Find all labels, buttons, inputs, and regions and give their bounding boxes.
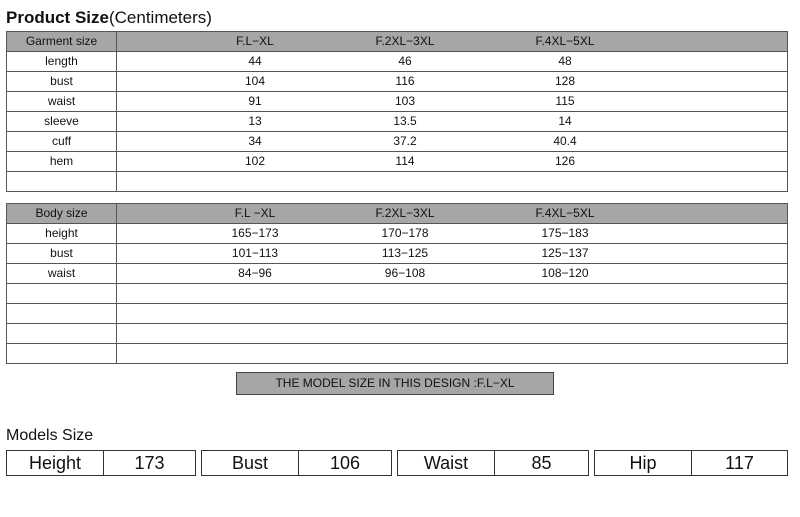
cell: 37.2 (393, 134, 417, 148)
body-size-table (6, 203, 788, 364)
table-header-row (7, 32, 788, 52)
table-row (7, 224, 788, 244)
header-label: Body size (7, 204, 117, 224)
model-size-note: THE MODEL SIZE IN THIS DESIGN :F.L−XL (236, 372, 554, 395)
table-row (7, 264, 788, 284)
cell: 14 (558, 114, 572, 128)
model-value: 117 (725, 453, 754, 473)
table-row-empty (7, 304, 788, 324)
table-row-empty (7, 172, 788, 192)
header-size-1: F.L−XL (236, 34, 274, 48)
cell: 116 (395, 74, 415, 88)
cell: 91 (248, 94, 262, 108)
row-label: waist (7, 264, 117, 284)
table-row (7, 244, 788, 264)
table-row (7, 152, 788, 172)
model-label: Height (7, 451, 104, 475)
row-label: length (7, 52, 117, 72)
cell: 113−125 (381, 246, 429, 260)
cell: 101−113 (231, 246, 279, 260)
table-row (7, 112, 788, 132)
header-size-3: F.4XL−5XL (535, 34, 595, 48)
cell: 40.4 (553, 134, 577, 148)
title-unit: (Centimeters) (108, 8, 212, 27)
cell: 13.5 (393, 114, 417, 128)
row-label: height (7, 224, 117, 244)
table-row-empty (7, 324, 788, 344)
cell: 128 (554, 74, 576, 88)
table-row-empty (7, 284, 788, 304)
row-label: cuff (7, 132, 117, 152)
cell: 96−108 (384, 266, 426, 280)
row-label: bust (7, 244, 117, 264)
table-row-empty (7, 344, 788, 364)
model-label: Waist (398, 451, 495, 475)
cell: 175−183 (541, 226, 589, 240)
table-row (7, 72, 788, 92)
model-label: Bust (202, 451, 299, 475)
cell: 104 (244, 74, 266, 88)
header-size-1: F.L −XL (234, 206, 276, 220)
cell: 34 (248, 134, 262, 148)
cell: 13 (248, 114, 262, 128)
model-waist-box (397, 450, 589, 476)
page-title (6, 8, 212, 28)
table-row (7, 92, 788, 112)
cell: 125−137 (541, 246, 589, 260)
model-value: 85 (531, 453, 552, 473)
cell: 165−173 (231, 226, 279, 240)
header-size-2: F.2XL−3XL (375, 206, 435, 220)
title-main: Product Size (6, 8, 109, 27)
model-value: 106 (329, 453, 361, 473)
table-row (7, 52, 788, 72)
row-label: hem (7, 152, 117, 172)
header-size-2: F.2XL−3XL (375, 34, 435, 48)
cell: 102 (244, 154, 266, 168)
cell: 48 (558, 54, 572, 68)
cell: 46 (398, 54, 412, 68)
model-height-box (6, 450, 196, 476)
cell: 170−178 (381, 226, 429, 240)
row-label: waist (7, 92, 117, 112)
row-label: bust (7, 72, 117, 92)
model-label: Hip (595, 451, 692, 475)
cell: 103 (394, 94, 416, 108)
model-bust-box (201, 450, 392, 476)
cell: 108−120 (541, 266, 589, 280)
header-size-3: F.4XL−5XL (535, 206, 595, 220)
header-label: Garment size (7, 32, 117, 52)
cell: 126 (554, 154, 576, 168)
table-row (7, 132, 788, 152)
cell: 84−96 (238, 266, 272, 280)
cell: 115 (555, 94, 575, 108)
cell: 114 (395, 154, 415, 168)
garment-size-table (6, 31, 788, 192)
model-hip-box (594, 450, 788, 476)
row-label: sleeve (7, 112, 117, 132)
cell: 44 (248, 54, 262, 68)
model-value: 173 (134, 453, 165, 473)
table-header-row (7, 204, 788, 224)
models-size-title: Models Size (6, 427, 94, 444)
